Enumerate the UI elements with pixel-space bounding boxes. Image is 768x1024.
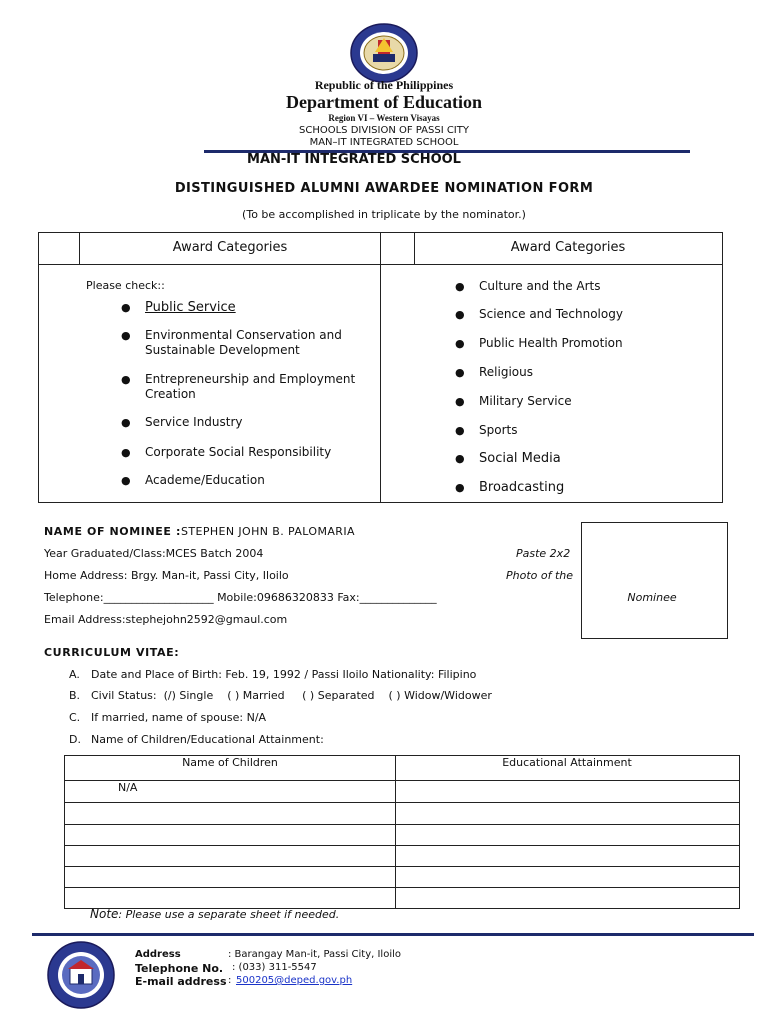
category-label: Environmental Conservation and Sustainable Development [145,328,342,357]
cv-title: CURRICULUM VITAE: [44,646,180,659]
bullet-icon: ● [455,337,465,350]
footer-address-value: : Barangay Man-it, Passi City, Iloilo [228,949,402,960]
year-graduated-field[interactable]: Year Graduated/Class:MCES Batch 2004 [44,547,264,560]
email-field[interactable]: Email Address:stephejohn2592@gmaul.com [44,613,288,626]
children-table-row-line [64,866,739,867]
note [90,907,339,921]
children-table-row-line [64,887,739,888]
bullet-icon: ● [455,280,465,293]
nominee-name-label: NAME OF NOMINEE : [44,525,181,538]
photo-instruction-2: Photo of the [506,569,574,582]
cv-item-text: If married, name of spouse: N/A [91,711,267,724]
children-table-row-line [64,824,739,825]
category-label: Science and Technology [479,307,623,321]
bullet-icon: ● [455,452,465,465]
category-religious[interactable] [455,365,715,381]
category-label: Social Media [479,451,561,466]
bullet-icon: ● [121,474,131,487]
home-address-field[interactable]: Home Address: Brgy. Man-it, Passi City, Iloilo [44,569,289,582]
bullet-icon: ● [121,446,131,459]
category-label: Public Health Promotion [479,336,623,350]
category-label: Public Service [145,300,236,315]
cv-item-letter: A. [69,668,80,681]
category-public-service[interactable] [121,300,371,316]
child-attainment-cell[interactable] [400,804,730,822]
category-entrepreneurship[interactable] [121,372,371,404]
categories-header-left: Award Categories [172,240,288,255]
deped-seal [349,22,419,84]
category-culture-arts[interactable] [455,279,715,295]
bullet-icon: ● [121,301,131,314]
category-military-service[interactable] [455,394,715,410]
region-line: Region VI – Western Visayas [328,113,440,123]
child-name-cell[interactable] [70,826,390,844]
category-label: Religious [479,365,533,379]
children-table-header-name: Name of Children [182,756,278,769]
category-label: Military Service [479,394,572,408]
note-label: Note [90,907,119,921]
category-label: Culture and the Arts [479,279,601,293]
children-table-header-attainment: Educational Attainment [502,756,632,769]
form-subtitle: (To be accomplished in triplicate by the nominator.) [242,208,526,221]
note-text: : Please use a separate sheet if needed. [118,908,340,921]
category-environmental-conservation[interactable] [121,328,371,360]
bullet-icon: ● [455,424,465,437]
category-label: Academe/Education [145,473,265,487]
department-title: Department of Education [286,92,482,112]
child-name-cell[interactable] [70,889,390,906]
category-label: Corporate Social Responsibility [145,445,332,459]
child-name-cell[interactable] [70,847,390,865]
school-small-line: MAN–IT INTEGRATED SCHOOL [309,137,459,148]
child-attainment-cell[interactable] [400,826,730,844]
bullet-icon: ● [455,481,465,494]
cv-item-text: Date and Place of Birth: Feb. 19, 1992 / Passi Iloilo Nationality: Filipino [91,668,477,681]
division-seal [46,940,116,1010]
nominee-name-field[interactable] [44,525,355,538]
child-name-cell[interactable]: N/A [118,781,138,794]
bullet-icon: ● [121,416,131,429]
footer-email-label: E-mail address [135,975,227,988]
cv-item-civil-status[interactable] [69,689,669,703]
category-label: Entrepreneurship and Employment Creation [145,372,356,401]
category-label: Broadcasting [479,480,565,495]
division-line: SCHOOLS DIVISION OF PASSI CITY [299,125,469,136]
bullet-icon: ● [455,366,465,379]
nominee-name-value: STEPHEN JOHN B. PALOMARIA [180,525,355,538]
category-science-technology[interactable] [455,307,715,323]
photo-instruction-1: Paste 2x2 [516,547,571,560]
children-table-col-divider [395,755,396,908]
footer-email-link[interactable]: 500205@deped.gov.ph [236,975,353,986]
footer-email-colon: : [228,975,232,986]
category-sports[interactable] [455,423,715,439]
category-public-health[interactable] [455,336,715,352]
bullet-icon: ● [455,308,465,321]
child-name-cell[interactable] [70,868,390,886]
category-social-media[interactable] [455,451,715,467]
footer-telephone-value: : (033) 311-5547 [232,962,317,973]
cv-item-children [69,733,669,747]
child-attainment-cell[interactable] [400,847,730,865]
children-table-row-line [64,845,739,846]
cv-item-letter: B. [69,689,81,702]
child-attainment-cell[interactable] [400,889,730,906]
photo-box[interactable] [581,522,728,639]
category-corporate-social-responsibility[interactable] [121,445,371,461]
bullet-icon: ● [121,329,131,342]
school-name: MAN-IT INTEGRATED SCHOOL [247,152,461,167]
category-label: Service Industry [145,415,243,429]
category-service-industry[interactable] [121,415,371,431]
child-name-cell[interactable] [70,804,390,822]
categories-header-right: Award Categories [510,240,626,255]
republic-line: Republic of the Philippines [314,78,454,92]
telephone-mobile-fax-field[interactable]: Telephone:____________________ Mobile:09686320833 Fax:______________ [44,591,437,604]
cv-item-spouse[interactable] [69,711,669,725]
children-table-row-line [64,802,739,803]
category-academe-education[interactable] [121,473,371,489]
photo-instruction-3: Nominee [627,591,677,604]
please-check-label: Please check:: [86,279,165,292]
cv-item-letter: D. [69,733,81,746]
child-attainment-cell[interactable] [400,868,730,886]
footer-telephone-label: Telephone No. [135,962,224,975]
cv-item-letter: C. [69,711,81,724]
form-title: DISTINGUISHED ALUMNI AWARDEE NOMINATION FORM [174,181,594,196]
category-broadcasting[interactable] [455,480,715,496]
cv-item-text: Civil Status: (/) Single ( ) Married ( ) Separated ( ) Widow/Widower [91,689,492,702]
bullet-icon: ● [455,395,465,408]
bullet-icon: ● [121,373,131,386]
footer-rule [32,933,754,936]
cv-item-text: Name of Children/Educational Attainment: [91,733,324,746]
footer-address-label: Address [135,949,181,960]
cv-item-birth[interactable] [69,668,669,682]
category-label: Sports [479,423,518,437]
middle-divider [380,232,381,502]
